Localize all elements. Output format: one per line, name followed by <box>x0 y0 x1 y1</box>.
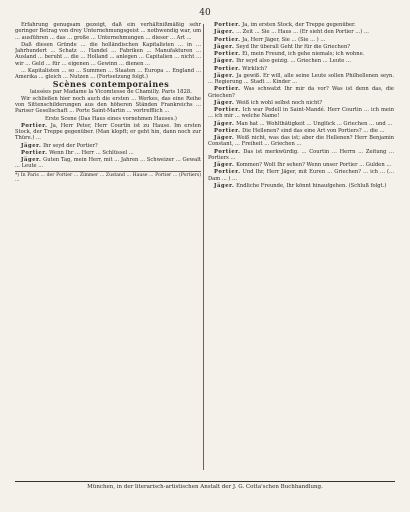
speaker-name: Portier. <box>214 169 241 176</box>
dialogue-line <box>208 121 394 127</box>
article-subtitle: laissées par Madame la Vicomtesse de Chamilly. Paris 1828. <box>30 88 192 95</box>
dialogue-line <box>208 22 394 28</box>
speaker-name: Portier. <box>214 107 241 113</box>
speaker-name: Portier. <box>214 148 241 155</box>
speaker-name: Portier. <box>214 86 241 93</box>
speaker-name: Jäger. <box>214 43 235 50</box>
speech-text: Endliche Freunde, Ihr könnt hinaufgehen. (Schluß folgt.) <box>236 182 387 189</box>
dialogue-line <box>208 37 394 43</box>
speech-text: Das ist merkwürdig. ... Courtin ... Herrn ... Zeitung ... Portiers ... <box>208 148 394 161</box>
speaker-name: Jäger. <box>214 162 235 168</box>
dialogue-line <box>208 169 394 182</box>
speaker-name: Portier. <box>21 122 48 129</box>
dialogue-line <box>208 162 394 168</box>
speaker-name: Jäger. <box>214 120 235 127</box>
speech-text: Und Ihr, Herr Jäger, mit Euren ... Griechen? ... ich ... (... Dam ... ) ... <box>208 169 394 182</box>
speech-text: Ihr seyd also geizig. ... Griechen ... Leute ... <box>236 58 351 65</box>
left-paragraph-2: Daß diesen Gründe ... die holländischen Kapitalisten ... in ... Jahrhundert ... Schatz ... Handel ... Fabriken ... Manufakturen ... Ausland ... beruht ... die ... Holland ... anlegen ... Capitalien ... nicht ... wir ... Geld ... für ... eigenen ... Gewinn ... dienen ... <box>15 41 201 67</box>
left-paragraph-1: Erfahrung genugsam gezeigt, daß ein verhältnißmäßig sehr geringer Betrag von drey Unternehmungsgeist ... nothwendig war, um ... ausführen ... das ... große ... Unternehmungen ... dieser ... Art ... <box>15 22 201 41</box>
speech-text: Man hat ... Wohlthätigkeit ... Unglück ... Griechen ... und ... <box>236 120 393 127</box>
speech-text: Ihr seyd der Portier? <box>43 142 98 149</box>
dialogue-line <box>208 149 394 162</box>
speech-text: Ja, im ersten Stock, der Treppe gegenüber. <box>242 22 356 28</box>
speaker-name: Jäger. <box>214 182 235 189</box>
speaker-name: Jäger. <box>21 157 42 163</box>
dialogue-line <box>15 150 201 156</box>
speaker-name: Portier. <box>214 22 241 28</box>
speaker-name: Jäger. <box>214 72 235 79</box>
speech-text: Weiß nicht, was das ist; aber die Hellenen? Herr Benjamin Constant, ... Freiheit ... Griechen ... <box>208 135 394 148</box>
speech-text: Wenn Ihr ... Herr ... Schlüssel ... <box>49 149 134 156</box>
speaker-name: Portier. <box>214 65 241 72</box>
speech-text: Was schwatzt Ihr mir da vor? Was ist denn das, die Griechen? <box>208 86 394 99</box>
speaker-name: Jäger. <box>214 99 235 106</box>
left-paragraph-3: ... Kapitalisten ... so ... Summen ... Staaten ... Europa ... England ... Amerika ... gleich ... Nutzen ... (Fortsetzung folgt.) <box>15 67 201 80</box>
dialogue-line <box>208 100 394 106</box>
speech-text: Seyd Ihr überall Geht Ihr für die Griechen? <box>236 43 351 50</box>
dialogue-line <box>208 58 394 64</box>
dialogue-line <box>208 51 394 57</box>
speech-text: Ja gewiß. Er will, alle seine Leute sollen Philhellenen seyn. ... Regierung ... Stadt ... Kinder ... <box>208 72 394 85</box>
dialogue-line <box>208 107 394 120</box>
speaker-name: Jäger. <box>21 142 42 149</box>
speech-text: Ich war Pedell in Saint-Mandé. Herr Courtin ... ich mein ... ich mir ... welche Name! <box>208 107 394 120</box>
dialogue-line <box>15 143 201 149</box>
dialogue-line <box>208 29 394 35</box>
speaker-name: Jäger. <box>214 29 235 36</box>
speech-text: Weiß ich wohl selbst noch nicht? <box>236 99 323 106</box>
dialogue-line <box>208 66 394 72</box>
publisher-imprint: München, in der literarisch-artistischen Anstalt der J. G. Cotta'schen Buchhandlung. <box>15 481 395 490</box>
text-columns <box>15 22 395 474</box>
dialogue-line <box>208 183 394 189</box>
speech-text: Ja, Herr Jäger, Sie ... (Sie ... ) ... <box>242 36 326 43</box>
speech-text: Wirklich? <box>242 65 268 72</box>
footnote: *) In Paris ... der Portier ... Zimmer ... Zustand ... Hause ... Portier ... (Portiers) ... <box>15 172 201 184</box>
dialogue-line <box>208 128 394 134</box>
dialogue-line <box>208 86 394 99</box>
dialogue-line <box>208 44 394 50</box>
speaker-name: Jäger. <box>214 58 235 65</box>
dialogue-line <box>15 157 201 170</box>
speaker-name: Jäger. <box>214 135 235 141</box>
speech-text: Kommen? Wolt Ihr sehen? Wenn unser Portier ... Gulden ... <box>236 162 392 168</box>
article-title: Scènes contemporaines <box>52 79 170 90</box>
dialogue-line <box>208 135 394 148</box>
speaker-name: Portier. <box>214 51 241 57</box>
right-column <box>208 22 394 474</box>
speaker-name: Portier. <box>214 127 241 134</box>
dialogue-line <box>15 123 201 142</box>
scene-heading: Erste Scene (Das Haus eines vornehmen Hauses.) <box>45 115 177 122</box>
speaker-name: Portier. <box>214 36 241 43</box>
speech-text: Die Hellenen? sind das eine Art von Portiers? ... die ... <box>242 127 385 134</box>
speech-text: Ei, mein Freund, ich gehe niemals; ich wohne. <box>242 51 365 57</box>
speaker-name: Portier. <box>21 149 48 156</box>
dialogue-line <box>208 73 394 86</box>
article-intro: Wir schließen hier noch auch die ersten ... Werkes, das eine Reihe von Sittenschilderungen aus den höheren Ständen Frankreichs ... Pariser Gesellschaft ... Porte Saint-Martin ... vortrefflich ... <box>15 95 201 115</box>
page-number: 40 <box>199 8 211 18</box>
speech-text: Guten Tag, mein Herr, mit ... Jahren ... Schweizer ... Gewalt ... Leute ... <box>15 157 201 170</box>
speech-text: Ja, Herr Peter, Herr Courtin ist zu Hause. Im ersten Stock, der Treppe gegenüber. (Man klopft; er geht hin, dann noch zur Thüre.) ... <box>15 122 201 142</box>
left-column <box>15 22 201 474</box>
speech-text: ... Zeit ... Sie ... Haus ... (Er sieht den Portier ...) ... <box>236 29 369 36</box>
